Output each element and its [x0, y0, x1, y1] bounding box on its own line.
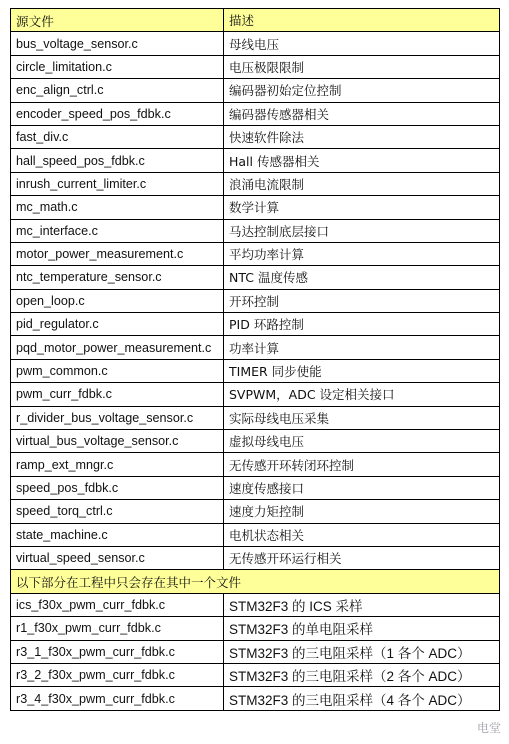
description-cell: 编码器传感器相关	[224, 102, 500, 125]
source-file-cell: bus_voltage_sensor.c	[11, 32, 224, 55]
description-cell: 无传感开环运行相关	[224, 546, 500, 569]
header-description: 描述	[224, 9, 500, 32]
source-file-cell: ics_f30x_pwm_curr_fdbk.c	[11, 593, 224, 616]
source-file-cell: state_machine.c	[11, 523, 224, 546]
description-cell: 速度传感接口	[224, 476, 500, 499]
table-row	[11, 523, 500, 546]
source-file-cell: enc_align_ctrl.c	[11, 79, 224, 102]
table-row	[11, 289, 500, 312]
source-file-cell: virtual_speed_sensor.c	[11, 546, 224, 569]
table-row	[11, 172, 500, 195]
description-cell: STM32F3 的 ICS 采样	[224, 593, 500, 616]
description-cell: 电机状态相关	[224, 523, 500, 546]
source-file-cell: inrush_current_limiter.c	[11, 172, 224, 195]
source-file-cell: r3_1_f30x_pwm_curr_fdbk.c	[11, 640, 224, 663]
source-file-cell: pqd_motor_power_measurement.c	[11, 336, 224, 359]
source-file-cell: fast_div.c	[11, 125, 224, 148]
table-row	[11, 32, 500, 55]
source-file-cell: pid_regulator.c	[11, 313, 224, 336]
table-row	[11, 79, 500, 102]
description-cell: 速度力矩控制	[224, 500, 500, 523]
watermark: 电堂	[476, 721, 501, 735]
source-file-cell: pwm_common.c	[11, 359, 224, 382]
source-file-cell: r3_4_f30x_pwm_curr_fdbk.c	[11, 687, 224, 710]
table-header-row	[11, 9, 500, 32]
table-row	[11, 125, 500, 148]
table-row	[11, 687, 500, 710]
table-row	[11, 500, 500, 523]
source-file-table	[10, 8, 500, 711]
description-cell: 编码器初始定位控制	[224, 79, 500, 102]
description-cell: 数学计算	[224, 196, 500, 219]
table-row	[11, 453, 500, 476]
description-cell: 快速软件除法	[224, 125, 500, 148]
description-cell: 无传感开环转闭环控制	[224, 453, 500, 476]
table-row	[11, 617, 500, 640]
source-file-table-container	[10, 8, 500, 711]
source-file-cell: virtual_bus_voltage_sensor.c	[11, 430, 224, 453]
description-cell: 虚拟母线电压	[224, 430, 500, 453]
table-row	[11, 593, 500, 616]
table-row	[11, 476, 500, 499]
table-row	[11, 430, 500, 453]
table-row	[11, 196, 500, 219]
description-cell: SVPWM，ADC 设定相关接口	[224, 383, 500, 406]
table-row	[11, 640, 500, 663]
source-file-cell: r1_f30x_pwm_curr_fdbk.c	[11, 617, 224, 640]
table-row	[11, 336, 500, 359]
description-cell: 浪涌电流限制	[224, 172, 500, 195]
source-file-cell: r_divider_bus_voltage_sensor.c	[11, 406, 224, 429]
description-cell: STM32F3 的三电阻采样（2 各个 ADC）	[224, 663, 500, 686]
table-row	[11, 149, 500, 172]
source-file-cell: ntc_temperature_sensor.c	[11, 266, 224, 289]
section-label: 以下部分在工程中只会存在其中一个文件	[11, 570, 500, 593]
table-row	[11, 102, 500, 125]
section-row	[11, 570, 500, 593]
description-cell: STM32F3 的三电阻采样（4 各个 ADC）	[224, 687, 500, 710]
description-cell: 马达控制底层接口	[224, 219, 500, 242]
description-cell: STM32F3 的三电阻采样（1 各个 ADC）	[224, 640, 500, 663]
table-row	[11, 55, 500, 78]
table-row	[11, 546, 500, 569]
description-cell: Hall 传感器相关	[224, 149, 500, 172]
source-file-cell: ramp_ext_mngr.c	[11, 453, 224, 476]
table-row	[11, 383, 500, 406]
source-file-cell: mc_interface.c	[11, 219, 224, 242]
table-row	[11, 266, 500, 289]
description-cell: TIMER 同步使能	[224, 359, 500, 382]
description-cell: 实际母线电压采集	[224, 406, 500, 429]
source-file-cell: hall_speed_pos_fdbk.c	[11, 149, 224, 172]
source-file-cell: r3_2_f30x_pwm_curr_fdbk.c	[11, 663, 224, 686]
description-cell: 电压极限限制	[224, 55, 500, 78]
table-row	[11, 242, 500, 265]
table-row	[11, 663, 500, 686]
source-file-cell: speed_pos_fdbk.c	[11, 476, 224, 499]
source-file-cell: motor_power_measurement.c	[11, 242, 224, 265]
description-cell: 平均功率计算	[224, 242, 500, 265]
table-row	[11, 313, 500, 336]
source-file-cell: mc_math.c	[11, 196, 224, 219]
description-cell: 功率计算	[224, 336, 500, 359]
source-file-cell: open_loop.c	[11, 289, 224, 312]
description-cell: STM32F3 的单电阻采样	[224, 617, 500, 640]
table-row	[11, 406, 500, 429]
header-source-file: 源文件	[11, 9, 224, 32]
source-file-cell: circle_limitation.c	[11, 55, 224, 78]
source-file-cell: encoder_speed_pos_fdbk.c	[11, 102, 224, 125]
description-cell: 母线电压	[224, 32, 500, 55]
description-cell: NTC 温度传感	[224, 266, 500, 289]
source-file-cell: speed_torq_ctrl.c	[11, 500, 224, 523]
table-row	[11, 359, 500, 382]
table-row	[11, 219, 500, 242]
source-file-cell: pwm_curr_fdbk.c	[11, 383, 224, 406]
description-cell: PID 环路控制	[224, 313, 500, 336]
description-cell: 开环控制	[224, 289, 500, 312]
